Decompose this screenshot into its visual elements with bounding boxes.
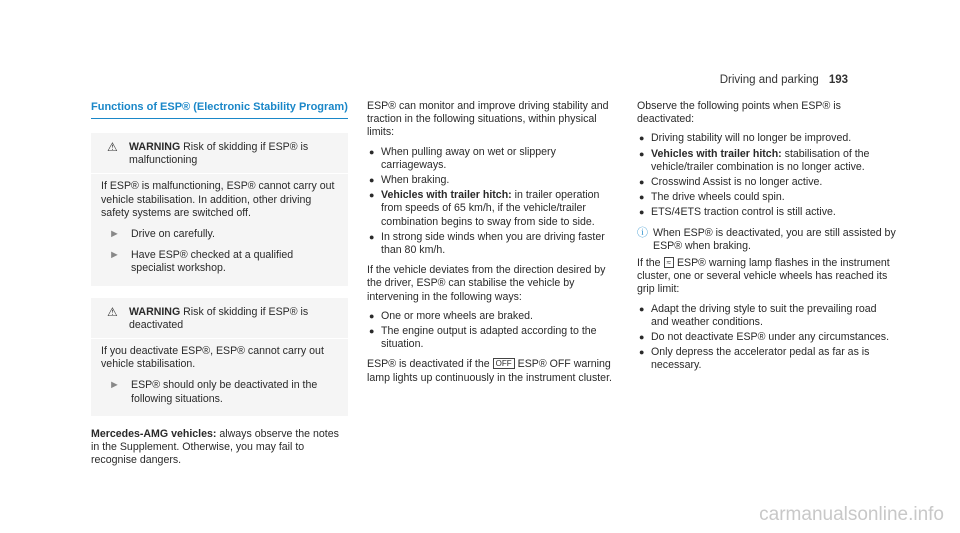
list-item-text: In strong side winds when you are driving faster than 80 km/h. [381, 230, 605, 257]
list-item [637, 132, 897, 145]
warning-header [91, 298, 348, 339]
list-item [637, 346, 897, 372]
column-3 [637, 100, 897, 380]
action-arrow-icon: ► [109, 228, 120, 241]
warning-text [129, 306, 338, 332]
list-item [637, 191, 897, 204]
deviates-paragraph: If the vehicle deviates from the direction desired by the driver, ESP® can stabilise the vehicle by intervening in the following ways: [367, 264, 606, 303]
action-arrow-icon: ► [109, 379, 120, 392]
bullet-icon: ● [369, 310, 375, 321]
list-item-text: The engine output is adapted according to the situation. [381, 325, 597, 351]
intro-paragraph: ESP® can monitor and improve driving stability and traction in the following situations, within physical limits: [367, 100, 609, 139]
warning-text [129, 141, 338, 167]
warning-body-text: If you deactivate ESP®, ESP® cannot carry out vehicle stabilisation. [101, 345, 324, 371]
action-item [109, 379, 338, 405]
warning-body [91, 339, 348, 416]
list-item-text: Only depress the accelerator pedal as far as is necessary. [651, 346, 870, 372]
warning-header [91, 133, 348, 174]
flash-pre: If the [637, 257, 661, 270]
trailer-label: Vehicles with trailer hitch: [651, 147, 782, 160]
list-item [637, 206, 897, 219]
list-item [637, 148, 897, 174]
bullet-icon: ● [369, 190, 375, 201]
bullet-icon: ● [639, 133, 645, 144]
amg-note [91, 428, 348, 468]
list-item-text: Do not deactivate ESP® under any circumstances. [651, 331, 890, 344]
bullet-icon: ● [639, 303, 645, 314]
warning-body-text: If ESP® is malfunctioning, ESP® cannot carry out vehicle stabilisation. In addition, other driving safety systems are switched off. [101, 180, 335, 219]
column-1 [91, 100, 348, 473]
list-item [637, 303, 897, 329]
situations-list [367, 146, 617, 258]
warning-box-deactivated [91, 298, 348, 416]
action-text: ESP® should only be deactivated in the following situations. [131, 379, 318, 405]
bullet-icon: ● [639, 177, 645, 188]
esp-off-paragraph [367, 358, 617, 384]
warning-body [91, 174, 348, 285]
action-arrow-icon: ► [109, 249, 120, 262]
esp-off-post: ESP® OFF warning lamp lights up continuously in the instrument cluster. [367, 358, 612, 384]
info-note [637, 227, 897, 253]
esp-off-lamp-icon: OFF [493, 358, 515, 369]
list-item [637, 331, 897, 344]
warning-box-malfunction [91, 133, 348, 286]
list-item [367, 189, 617, 229]
info-text: When ESP® is deactivated, you are still assisted by ESP® when braking. [653, 226, 896, 252]
trailer-text: in trailer operation from speeds of 65 km/h, if the vehicle/trailer combination begins to sway from side to side. [381, 189, 600, 228]
action-text: Drive on carefully. [131, 228, 215, 241]
page-number: 193 [828, 74, 848, 86]
trailer-text: stabilisation of the vehicle/trailer combination is no longer active. [651, 147, 870, 173]
list-item-text: One or more wheels are braked. [381, 309, 533, 322]
amg-label: Mercedes-AMG vehicles: [91, 427, 217, 440]
bullet-icon: ● [639, 347, 645, 358]
esp-off-pre: ESP® is deactivated if the [367, 358, 490, 371]
list-item-text: When braking. [381, 174, 450, 187]
list-item-text: When pulling away on wet or slippery carriageways. [381, 145, 556, 171]
list-item [367, 310, 617, 323]
list-item-text: Adapt the driving style to suit the prevailing road and weather conditions. [651, 302, 877, 328]
bullet-icon: ● [369, 175, 375, 186]
bullet-icon: ● [639, 192, 645, 203]
list-item-text: The drive wheels could spin. [651, 191, 785, 204]
grip-limit-list [637, 303, 897, 373]
page-header [720, 74, 848, 86]
bullet-icon: ● [369, 326, 375, 337]
bullet-icon: ● [369, 231, 375, 242]
header-section: Driving and parking [719, 74, 819, 86]
trailer-label: Vehicles with trailer hitch: [381, 189, 512, 202]
list-item [367, 146, 617, 172]
footer-watermark: carmanualsonline.info [759, 504, 944, 525]
list-item [637, 176, 897, 189]
action-item [109, 249, 338, 275]
deactivated-points-list [637, 132, 897, 219]
intervention-list [367, 310, 617, 352]
observe-paragraph: Observe the following points when ESP® is deactivated: [637, 100, 841, 126]
amg-text: always observe the notes in the Supplement. Otherwise, you may fail to recognise dangers. [91, 427, 339, 467]
list-item-text: Crosswind Assist is no longer active. [651, 176, 823, 189]
column-2 [367, 100, 617, 391]
list-item [367, 325, 617, 351]
bullet-icon: ● [369, 146, 375, 157]
list-item [367, 174, 617, 187]
warning-keyword: WARNING [129, 305, 181, 318]
list-item-text: ETS/4ETS traction control is still active. [651, 206, 836, 219]
list-item [367, 231, 617, 257]
action-item [109, 228, 338, 241]
warning-triangle-icon: ⚠ [107, 140, 118, 154]
warning-triangle-icon: ⚠ [107, 304, 118, 319]
info-icon: ⓘ [637, 226, 648, 239]
warning-description: Risk of skidding if ESP® is malfunctioning [129, 141, 309, 167]
list-item-text: Driving stability will no longer be improved. [651, 132, 852, 145]
flash-post: ESP® warning lamp flashes in the instrument cluster, one or several vehicle wheels has reached its grip limit: [637, 257, 890, 296]
bullet-icon: ● [639, 148, 645, 159]
action-text: Have ESP® checked at a qualified specialist workshop. [131, 249, 294, 275]
bullet-icon: ● [639, 207, 645, 218]
esp-warning-lamp-icon: ≈ [664, 257, 674, 268]
section-title: Functions of ESP® (Electronic Stability Program) [91, 100, 348, 119]
bullet-icon: ● [639, 332, 645, 343]
warning-description: Risk of skidding if ESP® is deactivated [129, 305, 309, 331]
warning-keyword: WARNING [129, 141, 181, 153]
flash-paragraph [637, 257, 897, 297]
